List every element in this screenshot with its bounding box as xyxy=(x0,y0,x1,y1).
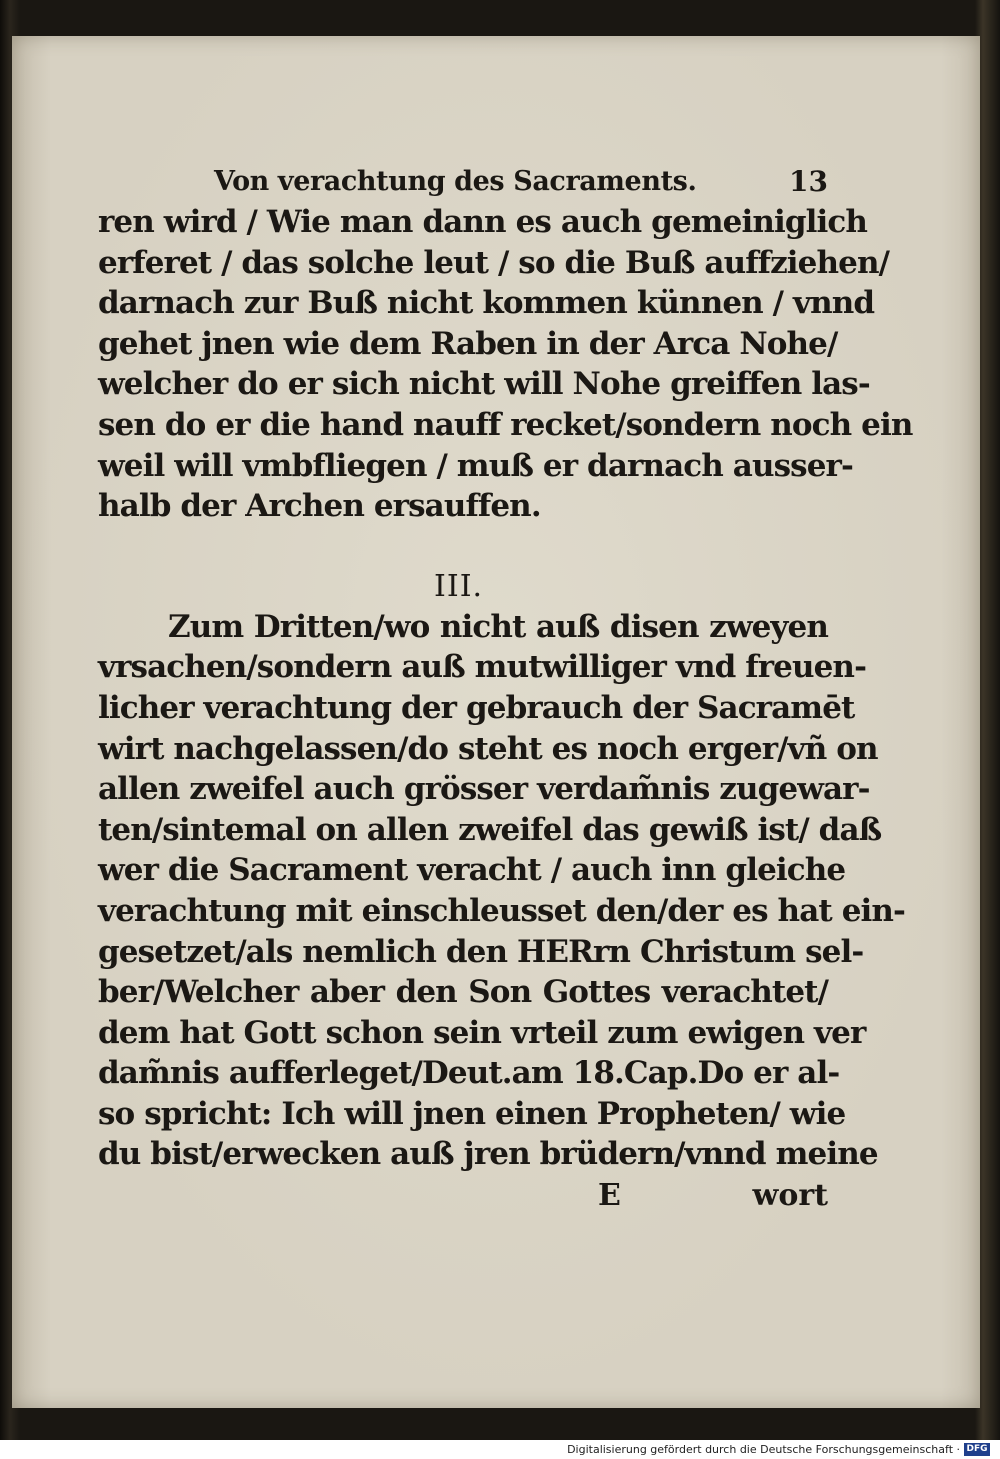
text-line: erferet / das solche leut / so die Buß auffziehen/ xyxy=(98,244,890,281)
text-line: verachtung mit einschleusset den/der es hat ein- xyxy=(98,892,905,929)
text-line: wer die Sacrament veracht / auch inn gleiche xyxy=(98,852,846,889)
text-line: wirt nachgelassen/do steht es noch erger/vñ on xyxy=(98,730,878,767)
text-line: sen do er die hand nauff recket/sondern noch ein xyxy=(98,406,913,443)
text-line: ber/Welcher aber den Son Gottes verachtet/ xyxy=(98,974,828,1011)
text-line: vrsachen/sondern auß mutwilliger vnd freuen- xyxy=(98,649,867,686)
text-line: dam̃nis aufferleget/Deut.am 18.Cap.Do er al- xyxy=(98,1055,840,1092)
text-block xyxy=(98,162,913,1217)
text-line: ren wird / Wie man dann es auch gemeiniglich xyxy=(98,204,868,240)
text-line: halb der Archen ersauffen. xyxy=(98,488,541,525)
text-line: ten/sintemal on allen zweifel das gewiß ist/ daß xyxy=(98,811,882,848)
text-line: allen zweifel auch grösser verdam̃nis zugewar- xyxy=(98,771,870,808)
section-number: III. xyxy=(434,568,484,604)
running-head xyxy=(98,162,828,202)
dfg-logo-icon[interactable]: DFG xyxy=(964,1443,990,1456)
catchline xyxy=(98,1175,828,1217)
catchword: wort xyxy=(752,1178,828,1214)
funding-credit: Digitalisierung gefördert durch die Deutsche Forschungsgemeinschaft · xyxy=(567,1443,960,1456)
text-line: licher verachtung der gebrauch der Sacramēt xyxy=(98,689,855,726)
paragraph-2 xyxy=(98,607,905,1175)
text-line: so spricht: Ich will jnen einen Propheten/ wie xyxy=(98,1095,846,1132)
text-line: welcher do er sich nicht will Nohe greiffen las- xyxy=(98,366,870,403)
signature-mark: E xyxy=(598,1178,621,1214)
running-head-title: Von verachtung des Sacraments. xyxy=(214,166,697,197)
book-page xyxy=(12,36,980,1408)
text-line: du bist/erwecken auß jren brüdern/vnnd meine xyxy=(98,1136,878,1173)
footer-bar xyxy=(0,1440,1000,1459)
text-line: gesetzet/als nemlich den HERrn Christum sel- xyxy=(98,933,864,970)
page-number: 13 xyxy=(789,165,828,198)
text-line: dem hat Gott schon sein vrteil zum ewigen ver xyxy=(98,1014,866,1051)
text-line: Zum Dritten/wo nicht auß disen zweyen xyxy=(168,608,828,645)
text-line: weil will vmbfliegen / muß er darnach ausser- xyxy=(98,447,853,484)
text-line: gehet jnen wie dem Raben in der Arca Nohe/ xyxy=(98,325,838,362)
text-line: darnach zur Buß nicht kommen künnen / vnnd xyxy=(98,285,875,322)
paragraph-1 xyxy=(98,202,913,527)
